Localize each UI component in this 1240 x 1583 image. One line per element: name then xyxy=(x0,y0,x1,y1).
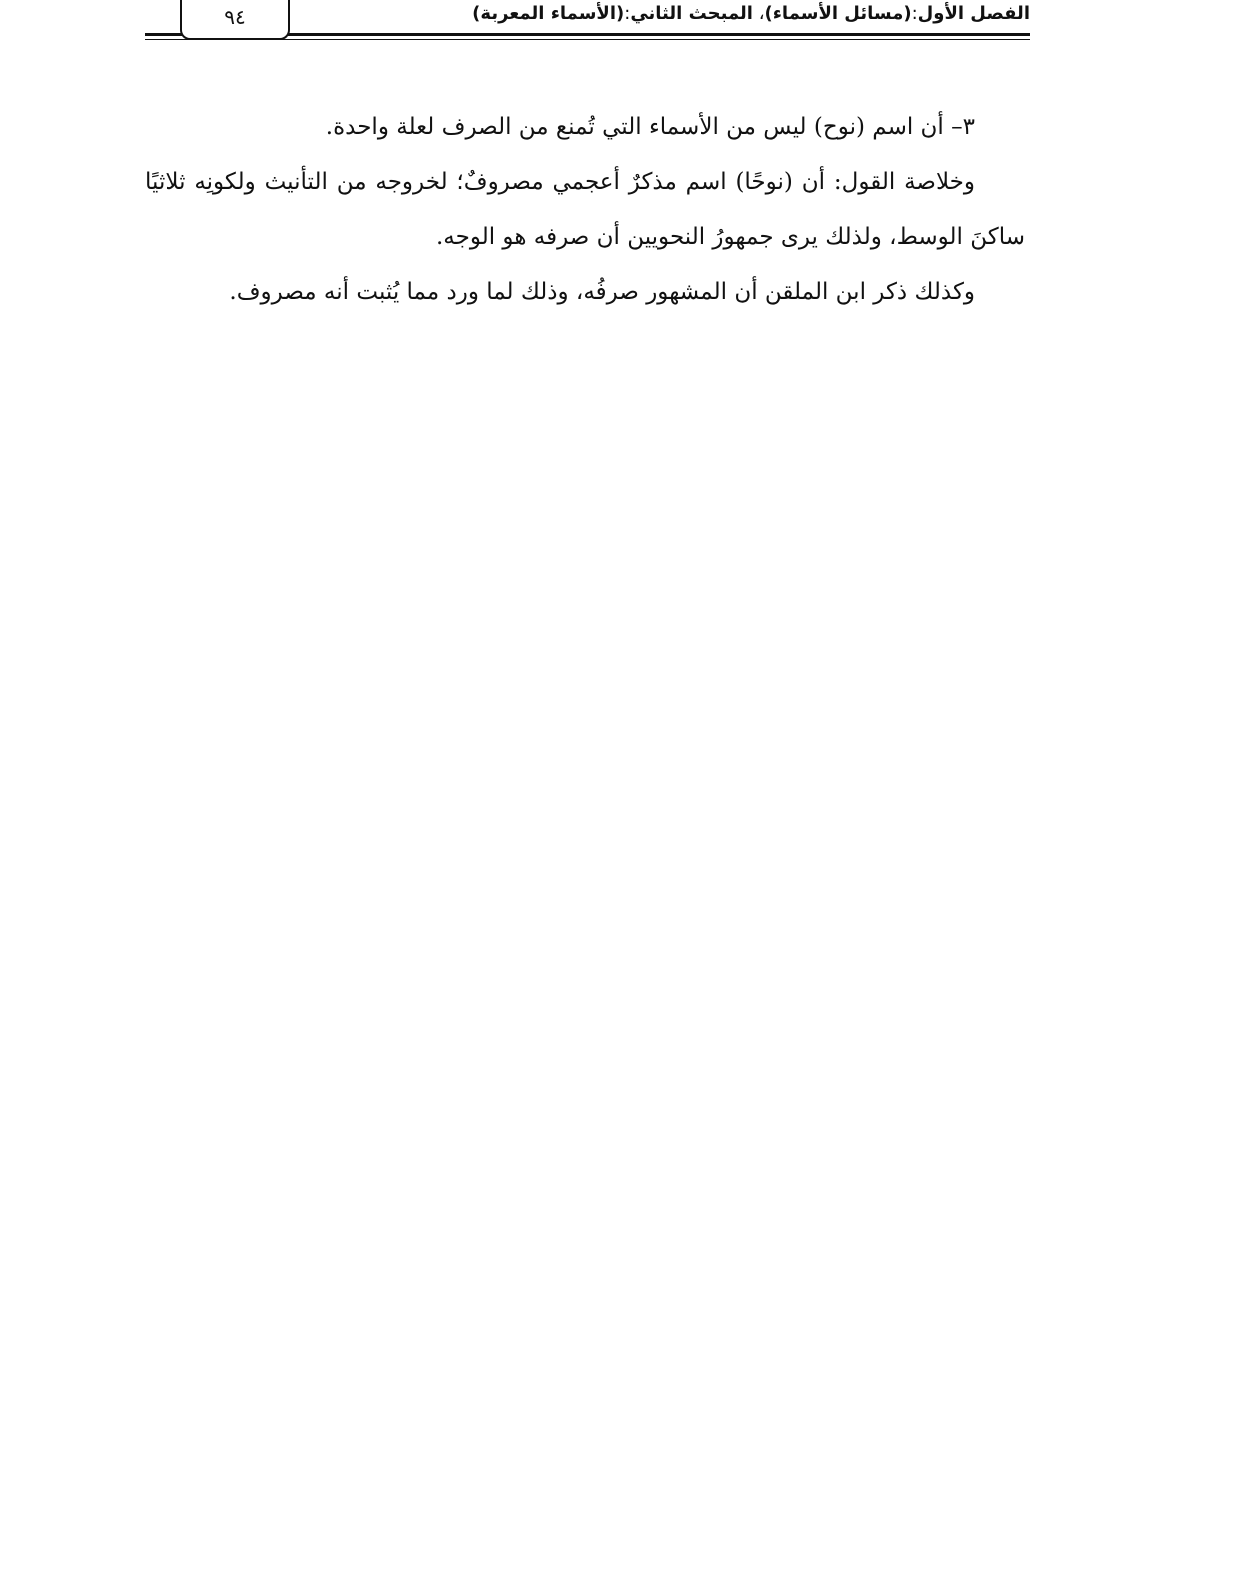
page-number: ٩٤ xyxy=(180,0,290,40)
header-colon-2: : xyxy=(624,3,631,24)
header-colon: : xyxy=(911,3,918,24)
chapter-title: (مسائل الأسماء) xyxy=(764,3,912,24)
header-separator: ، xyxy=(752,3,765,24)
page-body xyxy=(145,100,1025,320)
paragraph-ibn-al-mulaqqin: وكذلك ذكر ابن الملقن أن المشهور صرفُه، وذلك لما ورد مما يُثبت أنه مصروف. xyxy=(229,279,975,305)
running-header-title xyxy=(472,2,1030,26)
section-label: المبحث الثاني xyxy=(630,3,753,24)
running-header xyxy=(145,0,1030,44)
section-title: (الأسماء المعربة) xyxy=(472,3,625,24)
paragraph-summary: وخلاصة القول: أن (نوحًا) اسم مذكرٌ أعجمي مصروفٌ؛ لخروجه من التأنيث ولكونِه ثلاثيًا ساكنَ الوسط، ولذلك يرى جمهورُ النحويين أن صرفه هو الوجه. xyxy=(145,169,1025,250)
chapter-label: الفصل الأول xyxy=(917,3,1030,24)
paragraph-point-3: ٣– أن اسم (نوح) ليس من الأسماء التي تُمنع من الصرف لعلة واحدة. xyxy=(325,114,975,140)
